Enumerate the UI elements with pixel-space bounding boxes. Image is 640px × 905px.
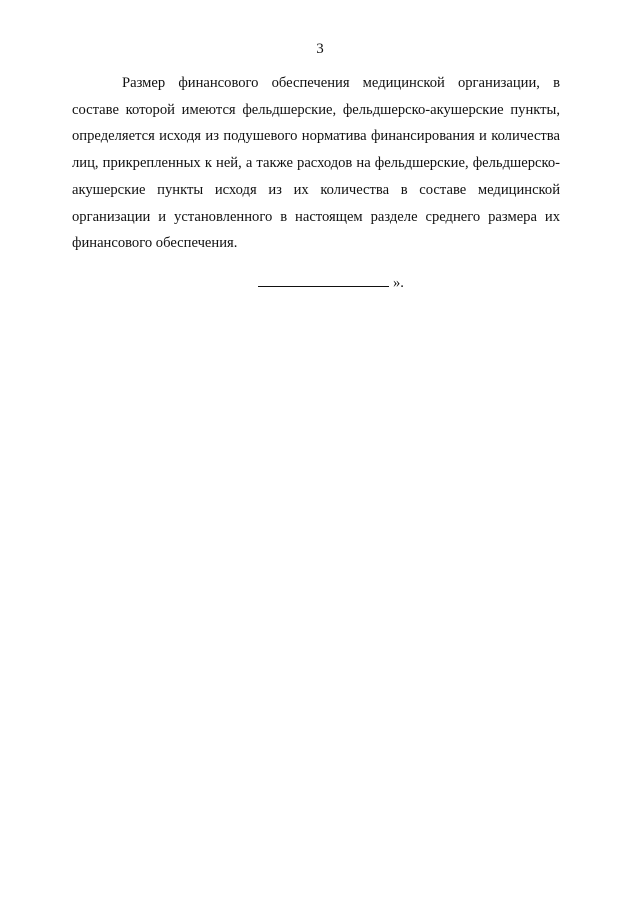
separator-underline (258, 272, 389, 287)
closing-line (258, 270, 404, 296)
page-number: 3 (316, 41, 324, 57)
closing-quote-mark: ». (393, 275, 404, 291)
body-paragraph: Размер финансового обеспечения медицинской организации, в составе которой имеются фельдшерские, фельдшерско-акушерские пункты, определяется исходя из подушевого норматива финансирования и количества лиц, прикрепленных к ней, а также расходов на фельдшерские, фельдшерско-акушерские пункты исходя из их количества в составе медицинской организации и установленного в настоящем разделе среднего размера их финансового обеспечения. (72, 75, 560, 252)
